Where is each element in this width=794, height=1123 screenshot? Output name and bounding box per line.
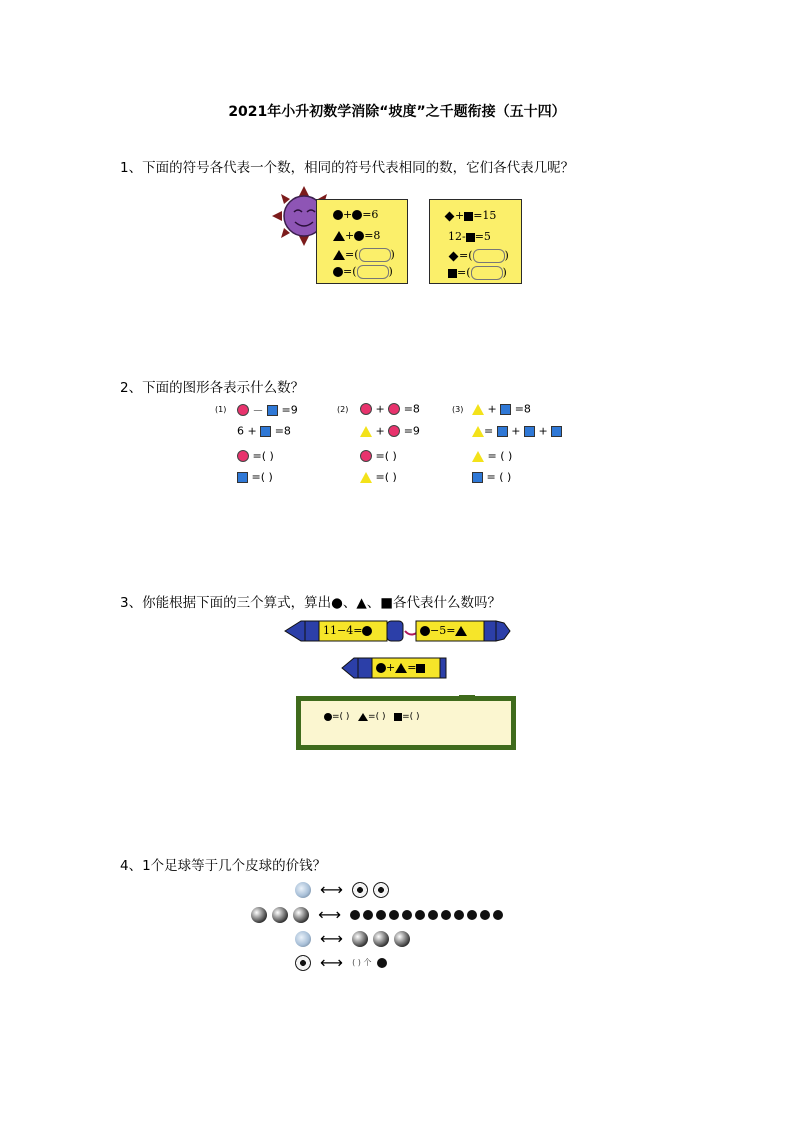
small-ball-icon [350,910,360,920]
question-2-stem: 2、下面的图形各表示什么数？ [120,380,305,396]
answer-board [296,696,516,750]
yellow-triangle-symbol [472,404,484,415]
small-ball-icon [480,910,490,920]
ball-row-2 [251,904,506,924]
result-text: =5 [474,230,491,243]
double-arrow-icon: ⟷ [320,880,344,899]
answer-open: =( [459,249,473,262]
double-arrow-icon: ⟷ [320,953,344,972]
square-symbol [394,713,402,721]
pink-circle-symbol [237,404,249,416]
blue-square-symbol [472,472,483,483]
group-2-row-2 [360,424,420,438]
small-ball-icon [493,910,503,920]
result-text: =8 [364,229,381,242]
basketball-icon [295,931,311,947]
small-ball-icon [377,958,387,968]
small-ball-icon [415,910,425,920]
answer-blank[interactable] [471,266,503,280]
double-arrow-icon: ⟷ [318,905,342,924]
board-pin [459,689,475,697]
page-title: 2021年小升初数学消除“坡度”之千题衔接（五十四） [228,104,566,120]
group-3-answer-triangle[interactable] [472,449,512,463]
answer-blank[interactable]: =( ) [375,470,397,484]
question-4-stem: 4、1个足球等于几个皮球的价钱？ [120,858,327,874]
group-3-row-2 [472,424,562,438]
pink-circle-symbol [388,425,400,437]
small-ball-icon [363,910,373,920]
group-3-label: (3) [452,405,464,414]
small-ball-icon [402,910,412,920]
leather-ball-icon [394,931,410,947]
blue-square-symbol [500,404,511,415]
answer-blank[interactable]: =( ) [252,449,274,463]
card-right-row-4 [448,266,507,280]
plus-sign: + [455,209,465,222]
answer-blank[interactable] [473,249,505,263]
equals-sign: = [484,424,494,438]
question-1-stem: 1、下面的符号各代表一个数，相同的符号代表相同的数，它们各代表几呢？ [120,160,575,176]
group-2-label: (2) [337,405,349,414]
result-text: =6 [362,208,379,221]
basketball-icon [295,882,311,898]
card-left-row-4 [333,265,393,279]
leather-ball-icon [272,907,288,923]
plus-sign: + [345,229,355,242]
result-text: =8 [514,402,531,416]
triangle-symbol [358,713,368,721]
answer-blank[interactable]: =( ) [368,712,386,722]
small-ball-icon [467,910,477,920]
circle-symbol [352,210,362,220]
blue-square-symbol [497,426,508,437]
triangle-symbol [395,663,407,673]
circle-symbol [333,210,343,220]
group-1-label: (1) [215,405,227,414]
group-2-row-1 [360,402,420,416]
answer-close: ) [388,265,393,278]
card-left-row-1 [333,208,378,221]
group-1-answer-square[interactable] [237,470,273,484]
answer-close: ) [504,249,509,262]
ball-row-3 [295,928,410,948]
symbol-card-right [429,199,522,284]
triangle-symbol [333,231,345,241]
yellow-triangle-symbol [472,451,484,462]
yellow-triangle-symbol [360,426,372,437]
blue-square-symbol [237,472,248,483]
blue-square-symbol [260,426,271,437]
circle-symbol [333,267,343,277]
circle-symbol [376,663,386,673]
small-ball-icon [376,910,386,920]
group-3-answer-square[interactable] [472,470,511,484]
result-text: =8 [274,424,291,438]
blue-square-symbol [267,405,278,416]
plus-sign: + [538,424,548,438]
answer-blank[interactable]: = ( ) [487,449,513,463]
yellow-triangle-symbol [472,426,484,437]
crayon-3-text [376,661,425,674]
group-2-answer-circle[interactable] [360,449,397,463]
answer-blank[interactable]: =( ) [402,712,420,722]
crayon-2-text [420,624,467,637]
answer-open: =( [343,265,357,278]
addend-text: 6 + [237,424,257,438]
question-3-stem: 3、你能根据下面的三个算式，算出●、▲、■各代表什么数吗？ [120,595,502,611]
result-text: =15 [473,209,497,222]
card-right-row-3 [448,249,509,263]
answer-blank[interactable] [357,265,389,279]
circle-symbol [354,231,364,241]
plus-sign: + [375,402,385,416]
triangle-symbol [455,626,467,636]
equation-text: −5= [430,624,456,637]
small-ball-icon [389,910,399,920]
plus-sign: + [386,661,396,674]
blue-square-symbol [551,426,562,437]
pink-circle-symbol [237,450,249,462]
soccer-ball-icon [352,882,368,898]
leather-ball-icon [352,931,368,947]
symbol-card-left [316,199,408,284]
square-symbol [464,212,473,221]
square-symbol [466,233,475,242]
small-ball-icon [428,910,438,920]
card-right-row-1 [444,209,496,222]
answer-open: =( [457,266,471,279]
pink-circle-symbol [360,403,372,415]
card-left-row-3 [333,248,395,262]
result-text: =9 [281,403,298,417]
minus-sign: － [252,404,264,417]
card-left-row-2 [333,229,380,242]
equals-sign: = [407,661,417,674]
ball-row-4 [295,952,390,972]
plus-sign: + [343,208,353,221]
circle-symbol [324,713,332,721]
leather-ball-icon [293,907,309,923]
group-2-answer-triangle[interactable] [360,470,397,484]
result-text: =9 [403,424,420,438]
answer-blank[interactable]: =( ) [251,470,273,484]
yellow-triangle-symbol [360,472,372,483]
result-text: =8 [403,402,420,416]
leather-ball-icon [251,907,267,923]
minuend-text: 12- [448,230,466,243]
soccer-ball-icon [295,955,311,971]
answer-open: =( [345,248,359,261]
diamond-symbol [445,211,455,221]
triangle-symbol [333,250,345,260]
ball-row-1 [295,879,389,899]
small-ball-icon [441,910,451,920]
circle-symbol [362,626,372,636]
pink-circle-symbol [360,450,372,462]
group-1-answer-circle[interactable] [237,449,274,463]
crayon-1-text [323,624,372,637]
square-symbol [416,664,425,673]
answer-blank[interactable]: =( ) [375,449,397,463]
blue-square-symbol [524,426,535,437]
diamond-symbol [449,251,459,261]
plus-sign: + [487,402,497,416]
group-1-row-1 [237,402,298,418]
square-symbol [448,269,457,278]
pink-circle-symbol [388,403,400,415]
group-3-row-1 [472,402,531,416]
answer-board-row [324,712,420,723]
soccer-ball-icon [373,882,389,898]
plus-sign: + [511,424,521,438]
group-1-row-2 [237,424,291,438]
answer-close: ) [390,248,395,261]
answer-blank[interactable]: = ( ) [486,470,512,484]
double-arrow-icon: ⟷ [320,929,344,948]
answer-blank[interactable]: ( ) 个 [352,958,372,967]
answer-blank[interactable]: =( ) [332,712,350,722]
answer-blank[interactable] [359,248,391,262]
leather-ball-icon [373,931,389,947]
circle-symbol [420,626,430,636]
equation-text: 11−4= [323,624,363,637]
answer-close: ) [502,266,507,279]
small-ball-icon [454,910,464,920]
card-right-row-2 [448,230,491,243]
plus-sign: + [375,424,385,438]
